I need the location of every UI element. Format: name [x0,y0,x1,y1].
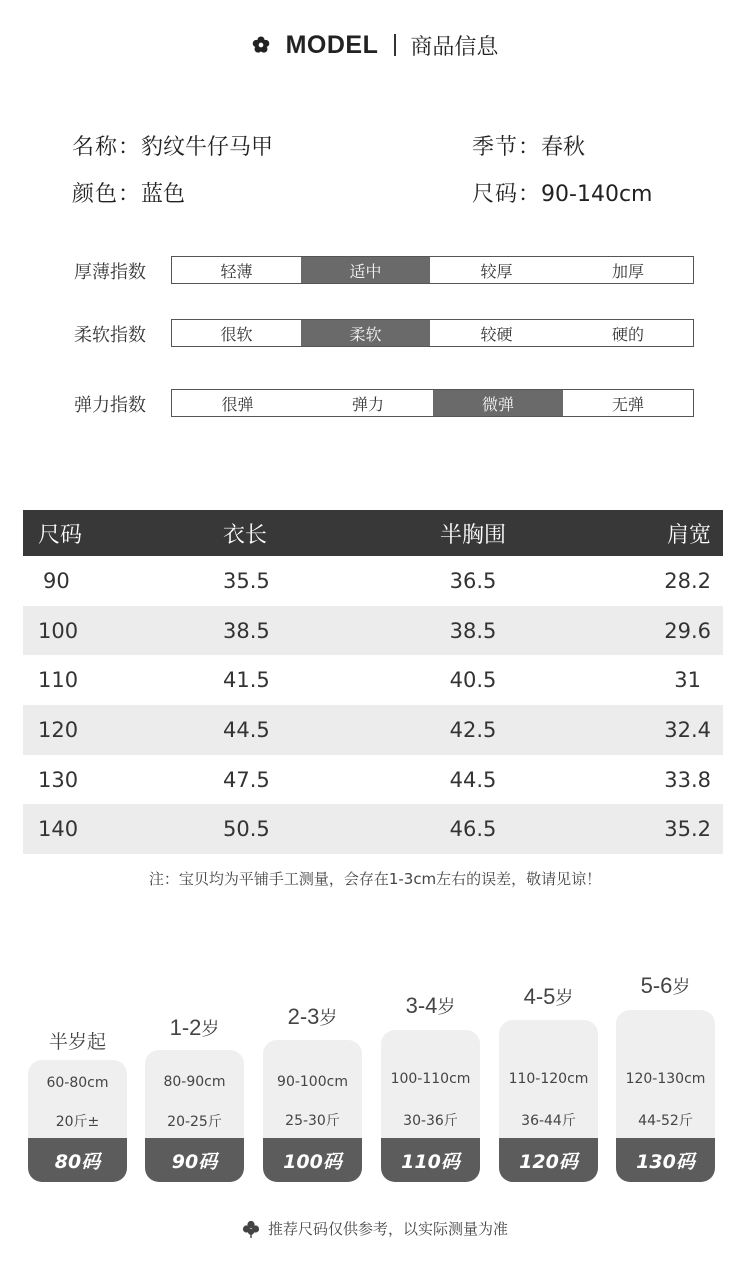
cell-length: 35.5 [223,568,270,593]
measurement-note: 注：宝贝均为平铺手工测量，会存在1-3cm左右的误差，敬请见谅！ [148,870,602,888]
cell-half-chest: 40.5 [449,668,497,693]
card-body [616,1010,715,1182]
weight-range: 36-44斤 [521,1113,576,1129]
cell-half-chest: 36.5 [449,568,497,593]
cell-length: 47.5 [223,767,270,792]
softness-index-label: 柔软指数 [74,325,146,346]
size-code: 110码 [381,1138,480,1182]
size-code: 100码 [263,1138,362,1182]
size-code: 130码 [616,1138,715,1182]
age-label: 4-5岁 [523,984,574,1009]
softness-option: 硬的 [611,324,644,344]
elasticity-index-label: 弹力指数 [74,395,146,416]
header-half-chest: 半胸围 [439,522,506,548]
table-row [23,755,723,805]
color-label: 颜色： [72,182,142,207]
age-label: 半岁起 [48,1032,106,1053]
cell-size: 90 [43,568,70,593]
thickness-index-label: 厚薄指数 [74,262,146,283]
softness-option: 较硬 [480,324,513,344]
size-value: 90-140cm [541,182,653,207]
cell-size: 110 [38,668,79,693]
age-label: 1-2岁 [169,1015,220,1040]
size-table [23,510,723,854]
info-name [72,130,273,161]
elasticity-option-selected: 微弹 [433,390,563,416]
age-label: 3-4岁 [405,993,456,1018]
cell-size: 140 [38,817,79,842]
cell-half-chest: 44.5 [449,767,497,792]
card-body [499,1020,598,1182]
season-label: 季节： [472,135,542,160]
height-range: 60-80cm [46,1075,109,1091]
clover-icon [242,1220,260,1238]
table-row [23,556,723,606]
thickness-option: 加厚 [611,261,644,281]
cell-shoulder: 33.8 [664,767,711,792]
season-value: 春秋 [541,135,586,160]
size-label: 尺码： [472,182,542,207]
size-code: 90码 [145,1138,244,1182]
height-range: 110-120cm [508,1071,589,1087]
cell-length: 38.5 [223,618,270,643]
age-label: 5-6岁 [640,973,691,998]
weight-range: 20-25斤 [167,1114,222,1130]
elasticity-index-scale [171,389,694,417]
footer-note [0,1218,750,1239]
cell-half-chest: 38.5 [449,618,497,643]
page-header [0,28,750,62]
cell-half-chest: 42.5 [449,717,497,742]
header-divider [394,34,396,56]
card-body [381,1030,480,1182]
height-range: 100-110cm [390,1071,471,1087]
card-body [28,1060,127,1182]
brand-text: MODEL [285,30,379,59]
flower-icon [252,36,270,54]
cell-shoulder: 28.2 [664,568,711,593]
footer-text: 推荐尺码仅供参考，以实际测量为准 [267,1220,508,1238]
softness-index-scale [171,319,694,347]
height-range: 80-90cm [163,1074,226,1090]
cell-length: 41.5 [223,668,270,693]
weight-range: 30-36斤 [403,1113,458,1129]
thickness-option: 较厚 [480,261,513,281]
cell-length: 44.5 [223,717,270,742]
cell-size: 100 [38,618,79,643]
table-row [23,705,723,755]
weight-range: 25-30斤 [285,1113,340,1129]
size-code: 120码 [499,1138,598,1182]
size-table-header [23,510,723,556]
softness-option-selected: 柔软 [301,320,430,346]
header-size: 尺码 [38,522,83,548]
thickness-option-selected: 适中 [301,257,430,283]
weight-range: 44-52斤 [638,1113,693,1129]
cell-shoulder: 29.6 [664,618,711,643]
header-length: 衣长 [223,522,268,548]
name-label: 名称： [72,135,142,160]
elasticity-option: 无弹 [611,394,644,414]
card-body [263,1040,362,1182]
color-value: 蓝色 [141,182,186,207]
cell-size: 120 [38,717,79,742]
name-value: 豹纹牛仔马甲 [141,135,274,160]
cell-shoulder: 31 [674,668,701,693]
softness-option: 很软 [220,324,253,344]
cell-shoulder: 35.2 [664,817,711,842]
age-label: 2-3岁 [287,1004,338,1029]
page-title: 商品信息 [410,34,499,60]
weight-range: 20斤± [55,1114,100,1130]
height-range: 90-100cm [277,1074,348,1090]
elasticity-option: 很弹 [221,394,254,414]
info-color [72,177,185,208]
cell-size: 130 [38,767,79,792]
table-row [23,804,723,854]
table-row [23,655,723,705]
info-season [472,130,585,161]
cell-shoulder: 32.4 [664,717,711,742]
thickness-index-scale [171,256,694,284]
thickness-option: 轻薄 [220,261,253,281]
cell-length: 50.5 [223,817,270,842]
card-body [145,1050,244,1182]
cell-half-chest: 46.5 [449,817,497,842]
table-row [23,606,723,656]
elasticity-option: 弹力 [351,394,384,414]
header-shoulder: 肩宽 [666,522,711,548]
info-size [472,177,652,208]
height-range: 120-130cm [625,1071,706,1087]
size-code: 80码 [28,1138,127,1182]
